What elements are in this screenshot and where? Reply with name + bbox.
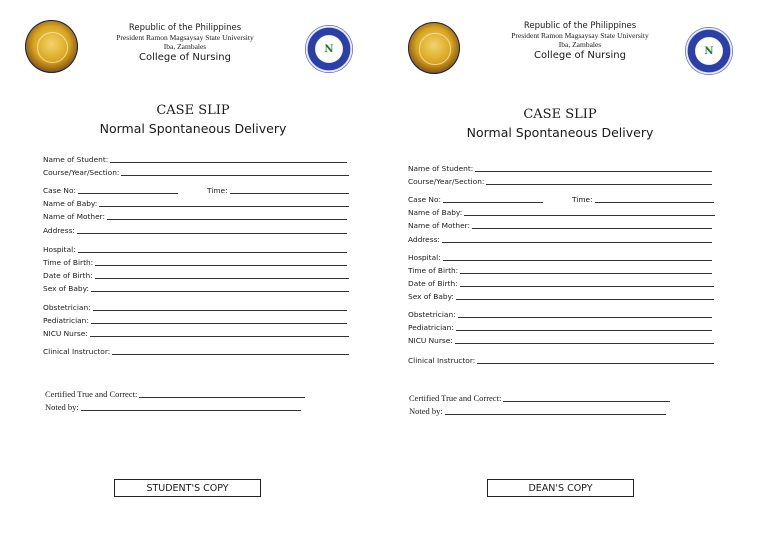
slip-title-block xyxy=(437,107,683,140)
nicu-nurse-field[interactable]: NICU Nurse: xyxy=(43,328,349,338)
date-of-birth-field[interactable]: Date of Birth: xyxy=(408,278,714,288)
address-field[interactable]: Address: xyxy=(43,225,347,235)
university-seal-icon xyxy=(25,20,78,73)
obstetrician-field[interactable]: Obstetrician: xyxy=(43,302,347,312)
slip-title: CASE SLIP xyxy=(523,107,597,122)
noted-by-field[interactable]: Noted by: xyxy=(409,405,666,416)
time-of-birth-field[interactable]: Time of Birth: xyxy=(43,257,347,267)
header-republic: Republic of the Philippines xyxy=(128,23,242,33)
nicu-nurse-field[interactable]: NICU Nurse: xyxy=(408,335,714,345)
address-field[interactable]: Address: xyxy=(408,234,712,244)
clinical-instructor-field[interactable]: Clinical Instructor: xyxy=(408,355,714,365)
slip-subtitle: Normal Spontaneous Delivery xyxy=(466,125,654,140)
slip-title: CASE SLIP xyxy=(156,103,230,118)
header-university: President Ramon Magsaysay State University xyxy=(511,31,649,41)
pediatrician-field[interactable]: Pediatrician: xyxy=(43,315,347,325)
hospital-field[interactable]: Hospital: xyxy=(43,244,347,254)
name-of-baby-field[interactable]: Name of Baby: xyxy=(408,207,715,217)
pediatrician-field[interactable]: Pediatrician: xyxy=(408,322,712,332)
clinical-instructor-field[interactable]: Clinical Instructor: xyxy=(43,346,349,356)
students-copy-label: STUDENT'S COPY xyxy=(114,479,261,497)
header-location: Iba, Zambales xyxy=(558,40,602,50)
name-of-baby-field[interactable]: Name of Baby: xyxy=(43,198,349,208)
name-of-student-field[interactable]: Name of Student: xyxy=(43,154,347,164)
time-field[interactable]: Time: xyxy=(572,194,714,204)
slip-subtitle: Normal Spontaneous Delivery xyxy=(99,121,287,136)
case-no-field[interactable]: Case No: xyxy=(408,194,543,204)
certified-true-field[interactable]: Certified True and Correct: xyxy=(45,388,305,399)
course-year-section-field[interactable]: Course/Year/Section: xyxy=(408,176,712,186)
university-seal-icon xyxy=(408,22,460,74)
deans-copy-label: DEAN'S COPY xyxy=(487,479,634,497)
date-of-birth-field[interactable]: Date of Birth: xyxy=(43,270,349,280)
name-of-student-field[interactable]: Name of Student: xyxy=(408,163,712,173)
hospital-field[interactable]: Hospital: xyxy=(408,252,712,262)
name-of-mother-field[interactable]: Name of Mother: xyxy=(43,211,347,221)
name-of-mother-field[interactable]: Name of Mother: xyxy=(408,220,712,230)
sex-of-baby-field[interactable]: Sex of Baby: xyxy=(43,283,349,293)
header-college: College of Nursing xyxy=(139,52,231,64)
header-location: Iba, Zambales xyxy=(163,42,207,52)
obstetrician-field[interactable]: Obstetrician: xyxy=(408,309,712,319)
slip-header xyxy=(85,23,285,64)
sex-of-baby-field[interactable]: Sex of Baby: xyxy=(408,291,714,301)
header-college: College of Nursing xyxy=(534,50,626,62)
time-field[interactable]: Time: xyxy=(207,185,349,195)
slip-title-block xyxy=(70,103,316,136)
header-university: President Ramon Magsaysay State University xyxy=(116,33,254,43)
case-no-field[interactable]: Case No: xyxy=(43,185,178,195)
deans-copy-slip xyxy=(384,0,768,543)
noted-by-field[interactable]: Noted by: xyxy=(45,401,301,412)
nursing-seal-icon xyxy=(685,27,733,75)
certified-true-field[interactable]: Certified True and Correct: xyxy=(409,392,670,403)
nursing-seal-icon xyxy=(305,25,353,73)
time-of-birth-field[interactable]: Time of Birth: xyxy=(408,265,712,275)
course-year-section-field[interactable]: Course/Year/Section: xyxy=(43,167,349,177)
slip-header xyxy=(480,21,680,62)
header-republic: Republic of the Philippines xyxy=(523,21,637,31)
